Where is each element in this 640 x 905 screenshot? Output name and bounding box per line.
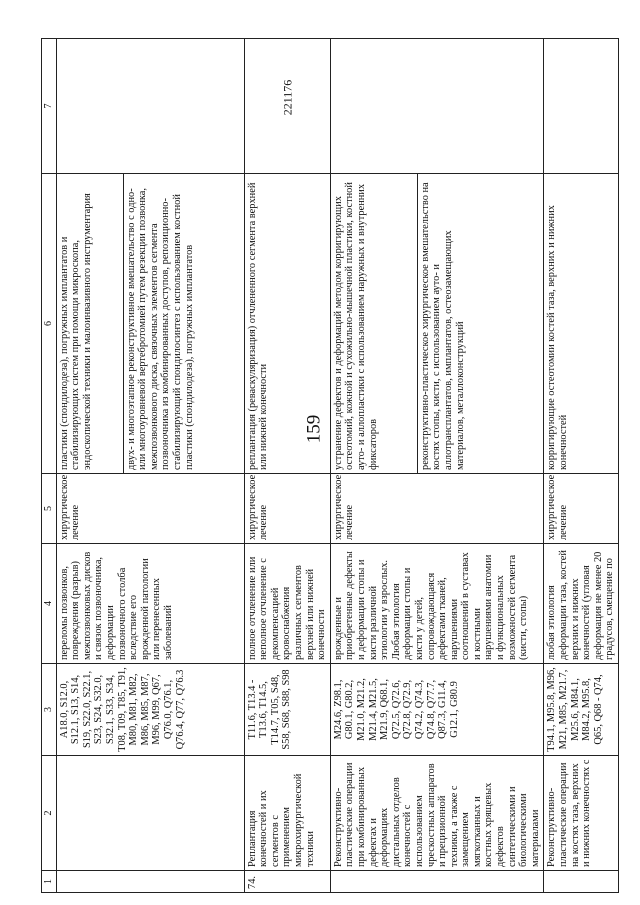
page-number: 159 [303, 414, 325, 444]
table-row [56, 39, 244, 893]
service-name [56, 756, 244, 871]
header-col-7: 7 [42, 39, 57, 174]
tariff-cell [244, 39, 330, 174]
patient-model: переломы позвонков, повреждения (разрыв) межпозвонковых дисков и связок позвоночника, деформации позвоночного столба вследствие его врожденной патологии или перенесенных заболеваний [56, 544, 244, 664]
tariff-cell [56, 39, 244, 174]
header-col-4: 4 [42, 544, 57, 664]
method-part: двух- и многоэтапное реконструктивное вмешательство с одно- или многоуровневой вертебротомией путем резекции позвонка, межпозвонкового диска, связочных элементов сегмента позвоночника из комбинированных доступов, репозиционно-стабилизирующий спондилосинтез с использованием костной пластики (спондилодеза), погружных имплантатов [123, 174, 198, 473]
method-part: устранение дефектов и деформаций методом корригирующих остеотомий, кожной и сухожильно-мышечной пластики, костной ауто- и аллопластики с использованием наружных и внутренних фиксаторов [332, 182, 379, 470]
service-name: Реконструктивно-пластические операции при комбинированных дефектах и деформациях дистальных отделов конечностей с использованием чрескостных аппаратов и прецизионной техники, а также с замещением мягкотканных и костных хрящевых дефектов синтетическими и биологическими материалами [330, 756, 544, 871]
icd-codes: T94.1, M95.8, M96, M21, M85, M21.7, M25.6, M84.1, M84.2, M95.8, Q65, Q68 - Q74, [544, 664, 619, 756]
header-col-1: 1 [42, 871, 57, 893]
row-number [56, 871, 244, 893]
service-name: Реконструктивно-пластические операции на костях таза, верхних и нижних конечностях с [544, 756, 619, 871]
medical-services-table [41, 38, 619, 893]
row-number: 74. [244, 871, 330, 893]
icd-codes: A18.0, S12.0, S12.1, S13, S14, S19, S22.0, S22.1, S23, S24, S32.0, S32.1, S33, S34, T08, T09, T85, T91, M80, M81, M82, M86, M85, M87, M96, M99, Q67, Q76.0, Q76.1, Q76.4, Q77, Q76.3 [56, 664, 244, 756]
service-name: Реплантация конечностей и их сегментов с применением микрохирургической техники [244, 756, 330, 871]
header-col-3: 3 [42, 664, 57, 756]
header-col-6: 6 [42, 174, 57, 474]
treatment-type: хирургическое лечение [330, 474, 544, 544]
rotated-table-container [41, 38, 616, 893]
table-row [544, 39, 619, 893]
treatment-method: корригирующие остеотомии костей таза, верхних и нижних конечностей [544, 174, 619, 474]
table-row [330, 39, 544, 893]
table-header-row [42, 39, 57, 893]
patient-model: врожденные и приобретенные дефекты и деформации стопы и кисти различной этиологии у взрослых. Любая этиология деформации стопы и кисти у детей, сопровождающаяся дефектами тканей, нарушениями соотношений в суставах и костными нарушениями анатомии и функциональных возможностей сегмента (кисти, стопы) [330, 544, 544, 664]
method-part: реконструктивно-пластическое хирургическое вмешательство на костях стопы, кисти, с использованием ауто- и аллотрансплантатов, имплантатов, остеозамещающих материалов, металлоконструкций [417, 174, 468, 473]
tariff-cell [330, 39, 544, 174]
method-part: пластики (спондилодеза), погружных имплантатов и стабилизирующих систем при помощи микроскопа, эндоскопической техники и малоинвазивного инструментария [58, 193, 93, 470]
registration-code: 221176 [280, 79, 295, 116]
treatment-method [56, 174, 244, 474]
treatment-type: хирургическое лечение [544, 474, 619, 544]
treatment-type: хирургическое лечение [244, 474, 330, 544]
row-number [330, 871, 544, 893]
tariff-cell [544, 39, 619, 174]
icd-codes: M24.6, Z98.1, G80.1, G80.2, M21.0, M21.2, M21.4, M21.5, M21.9, Q68.1, Q72.5, Q72.6, Q72.8, Q72.9, Q74.2, Q74.3, Q74.8, Q77.7, Q87.3, G11.4, G12.1, G80.9 [330, 664, 544, 756]
patient-model: полное отчленение или неполное отчленение с декомпенсацией кровоснабжения различных сегментов верхней или нижней конечности [244, 544, 330, 664]
patient-model: любая этиология деформации таза, костей верхних и нижних конечностей (угловая деформация не менее 20 градусов, смещение по [544, 544, 619, 664]
table-row [244, 39, 330, 893]
treatment-type: хирургическое лечение [56, 474, 244, 544]
treatment-method: реплантация (реваскуляризация) отчлененного сегмента верхней или нижней конечности [244, 174, 330, 474]
row-number [544, 871, 619, 893]
header-col-5: 5 [42, 474, 57, 544]
treatment-method [330, 174, 544, 474]
icd-codes: T11.6, T13.4 - T13.6, T14.5, T14.7, T05, S48, S58, S68, S88, S98 [244, 664, 330, 756]
header-col-2: 2 [42, 756, 57, 871]
